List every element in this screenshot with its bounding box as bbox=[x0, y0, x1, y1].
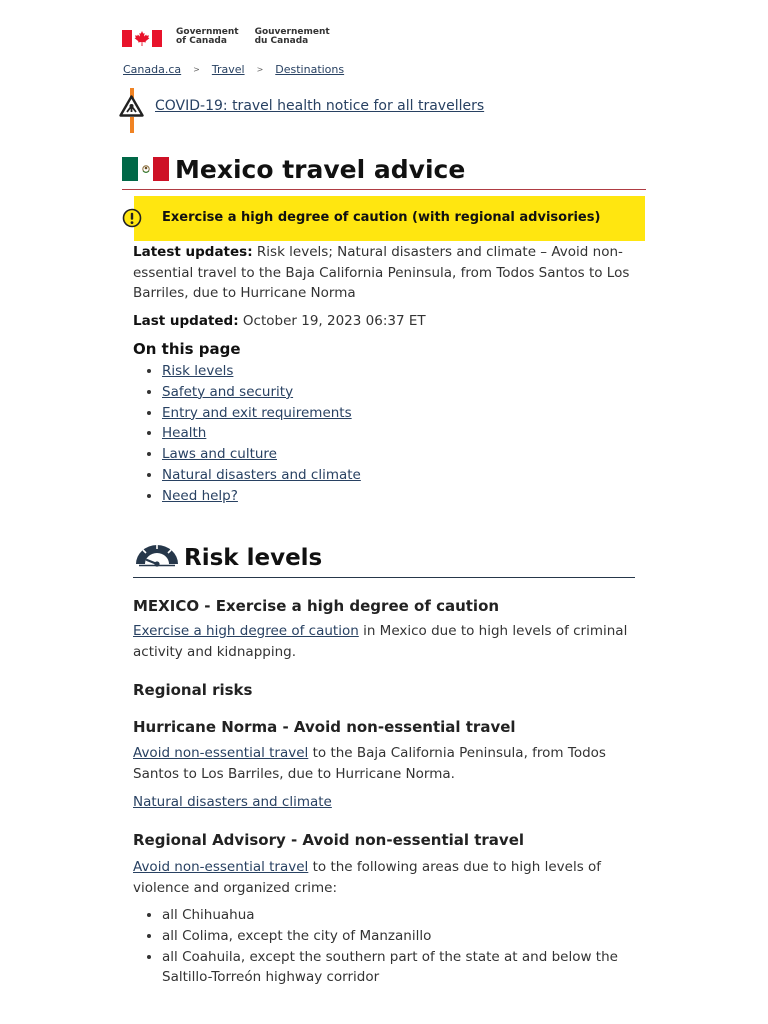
list-item bbox=[162, 361, 361, 382]
list-item bbox=[162, 486, 361, 507]
risk-levels-heading: Risk levels bbox=[184, 545, 323, 571]
breadcrumb-separator: > bbox=[256, 65, 264, 74]
government-of-canada-signature[interactable] bbox=[122, 28, 330, 50]
exclamation-circle-icon bbox=[122, 208, 142, 228]
list-item: • all Coahuila, except the southern part of the state at and below the Saltillo-Torreón highway corridor bbox=[162, 947, 642, 989]
warning-triangle-icon bbox=[119, 95, 144, 117]
toc-link-health[interactable]: Health bbox=[162, 425, 207, 442]
hurricane-text bbox=[133, 743, 638, 784]
signature-french bbox=[255, 28, 330, 46]
country-risk-heading: MEXICO - Exercise a high degree of caution bbox=[133, 597, 500, 615]
on-this-page-heading: On this page bbox=[133, 340, 241, 358]
latest-updates-text: Risk levels; Natural disasters and climate – Avoid non-essential travel to the Baja California Peninsula, from Todos Santos to Los Barriles, due to Hurricane Norma bbox=[133, 244, 630, 301]
list-item bbox=[162, 423, 361, 444]
advisory-level-text: Exercise a high degree of caution (with regional advisories) bbox=[162, 210, 601, 225]
breadcrumb-canada-ca[interactable]: Canada.ca bbox=[123, 63, 182, 76]
canada-flag-icon bbox=[122, 30, 162, 47]
regional-avoid-link[interactable]: Avoid non-essential travel bbox=[133, 859, 309, 875]
last-updated-value: October 19, 2023 06:37 ET bbox=[242, 313, 426, 329]
toc-link-safety-security[interactable]: Safety and security bbox=[162, 383, 294, 400]
hurricane-avoid-link[interactable]: Avoid non-essential travel bbox=[133, 745, 309, 761]
breadcrumb bbox=[123, 63, 344, 76]
signature-fr-line1: Gouvernement bbox=[254, 27, 330, 37]
country-risk-description: in Mexico due to high levels of criminal activity and kidnapping. bbox=[133, 623, 628, 660]
natural-disasters-link[interactable]: Natural disasters and climate bbox=[133, 794, 332, 810]
mexico-flag-icon bbox=[122, 157, 169, 181]
risk-levels-underline bbox=[133, 577, 635, 578]
list-item bbox=[162, 444, 361, 465]
signature-en-line2: of Canada bbox=[176, 36, 227, 46]
last-updated-label: Last updated: bbox=[133, 313, 239, 329]
breadcrumb-travel[interactable]: Travel bbox=[211, 63, 245, 76]
list-item: • all Chihuahua bbox=[162, 905, 642, 926]
toc-link-need-help[interactable]: Need help? bbox=[162, 487, 238, 504]
on-this-page-list bbox=[133, 361, 361, 507]
gauge-icon bbox=[134, 543, 180, 567]
hurricane-heading: Hurricane Norma - Avoid non-essential travel bbox=[133, 718, 516, 736]
covid-notice-link[interactable]: COVID-19: travel health notice for all travellers bbox=[155, 98, 485, 114]
country-risk-text bbox=[133, 621, 638, 662]
latest-updates-label: Latest updates: bbox=[133, 244, 253, 260]
toc-link-laws-culture[interactable]: Laws and culture bbox=[162, 446, 277, 463]
toc-link-entry-exit[interactable]: Entry and exit requirements bbox=[162, 404, 352, 421]
page-title: Mexico travel advice bbox=[175, 155, 466, 184]
regional-risks-heading: Regional risks bbox=[133, 681, 253, 699]
toc-link-risk-levels[interactable]: Risk levels bbox=[162, 363, 234, 379]
hurricane-description: to the Baja California Peninsula, from Todos Santos to Los Barriles, due to Hurricane Norma. bbox=[133, 745, 606, 782]
signature-en-line1: Government bbox=[176, 27, 239, 37]
title-underline bbox=[122, 189, 646, 190]
breadcrumb-separator: > bbox=[193, 65, 200, 74]
regional-advisory-description: to the following areas due to high levels of violence and organized crime: bbox=[133, 859, 602, 896]
list-item: • all Colima, except the city of Manzanillo bbox=[162, 926, 642, 947]
regional-advisory-text bbox=[133, 857, 638, 898]
country-risk-link[interactable]: Exercise a high degree of caution bbox=[133, 623, 359, 639]
regional-advisory-heading: Regional Advisory - Avoid non-essential travel bbox=[133, 831, 525, 849]
list-item bbox=[162, 382, 361, 403]
signature-english bbox=[176, 28, 239, 46]
latest-updates bbox=[133, 242, 638, 304]
list-item bbox=[162, 403, 361, 424]
toc-link-natural-disasters[interactable]: Natural disasters and climate bbox=[162, 466, 361, 483]
list-item bbox=[162, 465, 361, 486]
breadcrumb-destinations[interactable]: Destinations bbox=[275, 63, 345, 76]
hurricane-related bbox=[133, 792, 638, 813]
regional-areas-list bbox=[133, 905, 642, 988]
last-updated bbox=[133, 311, 638, 332]
signature-fr-line2: du Canada bbox=[254, 36, 309, 46]
covid-notice-bar-bottom bbox=[130, 117, 134, 133]
